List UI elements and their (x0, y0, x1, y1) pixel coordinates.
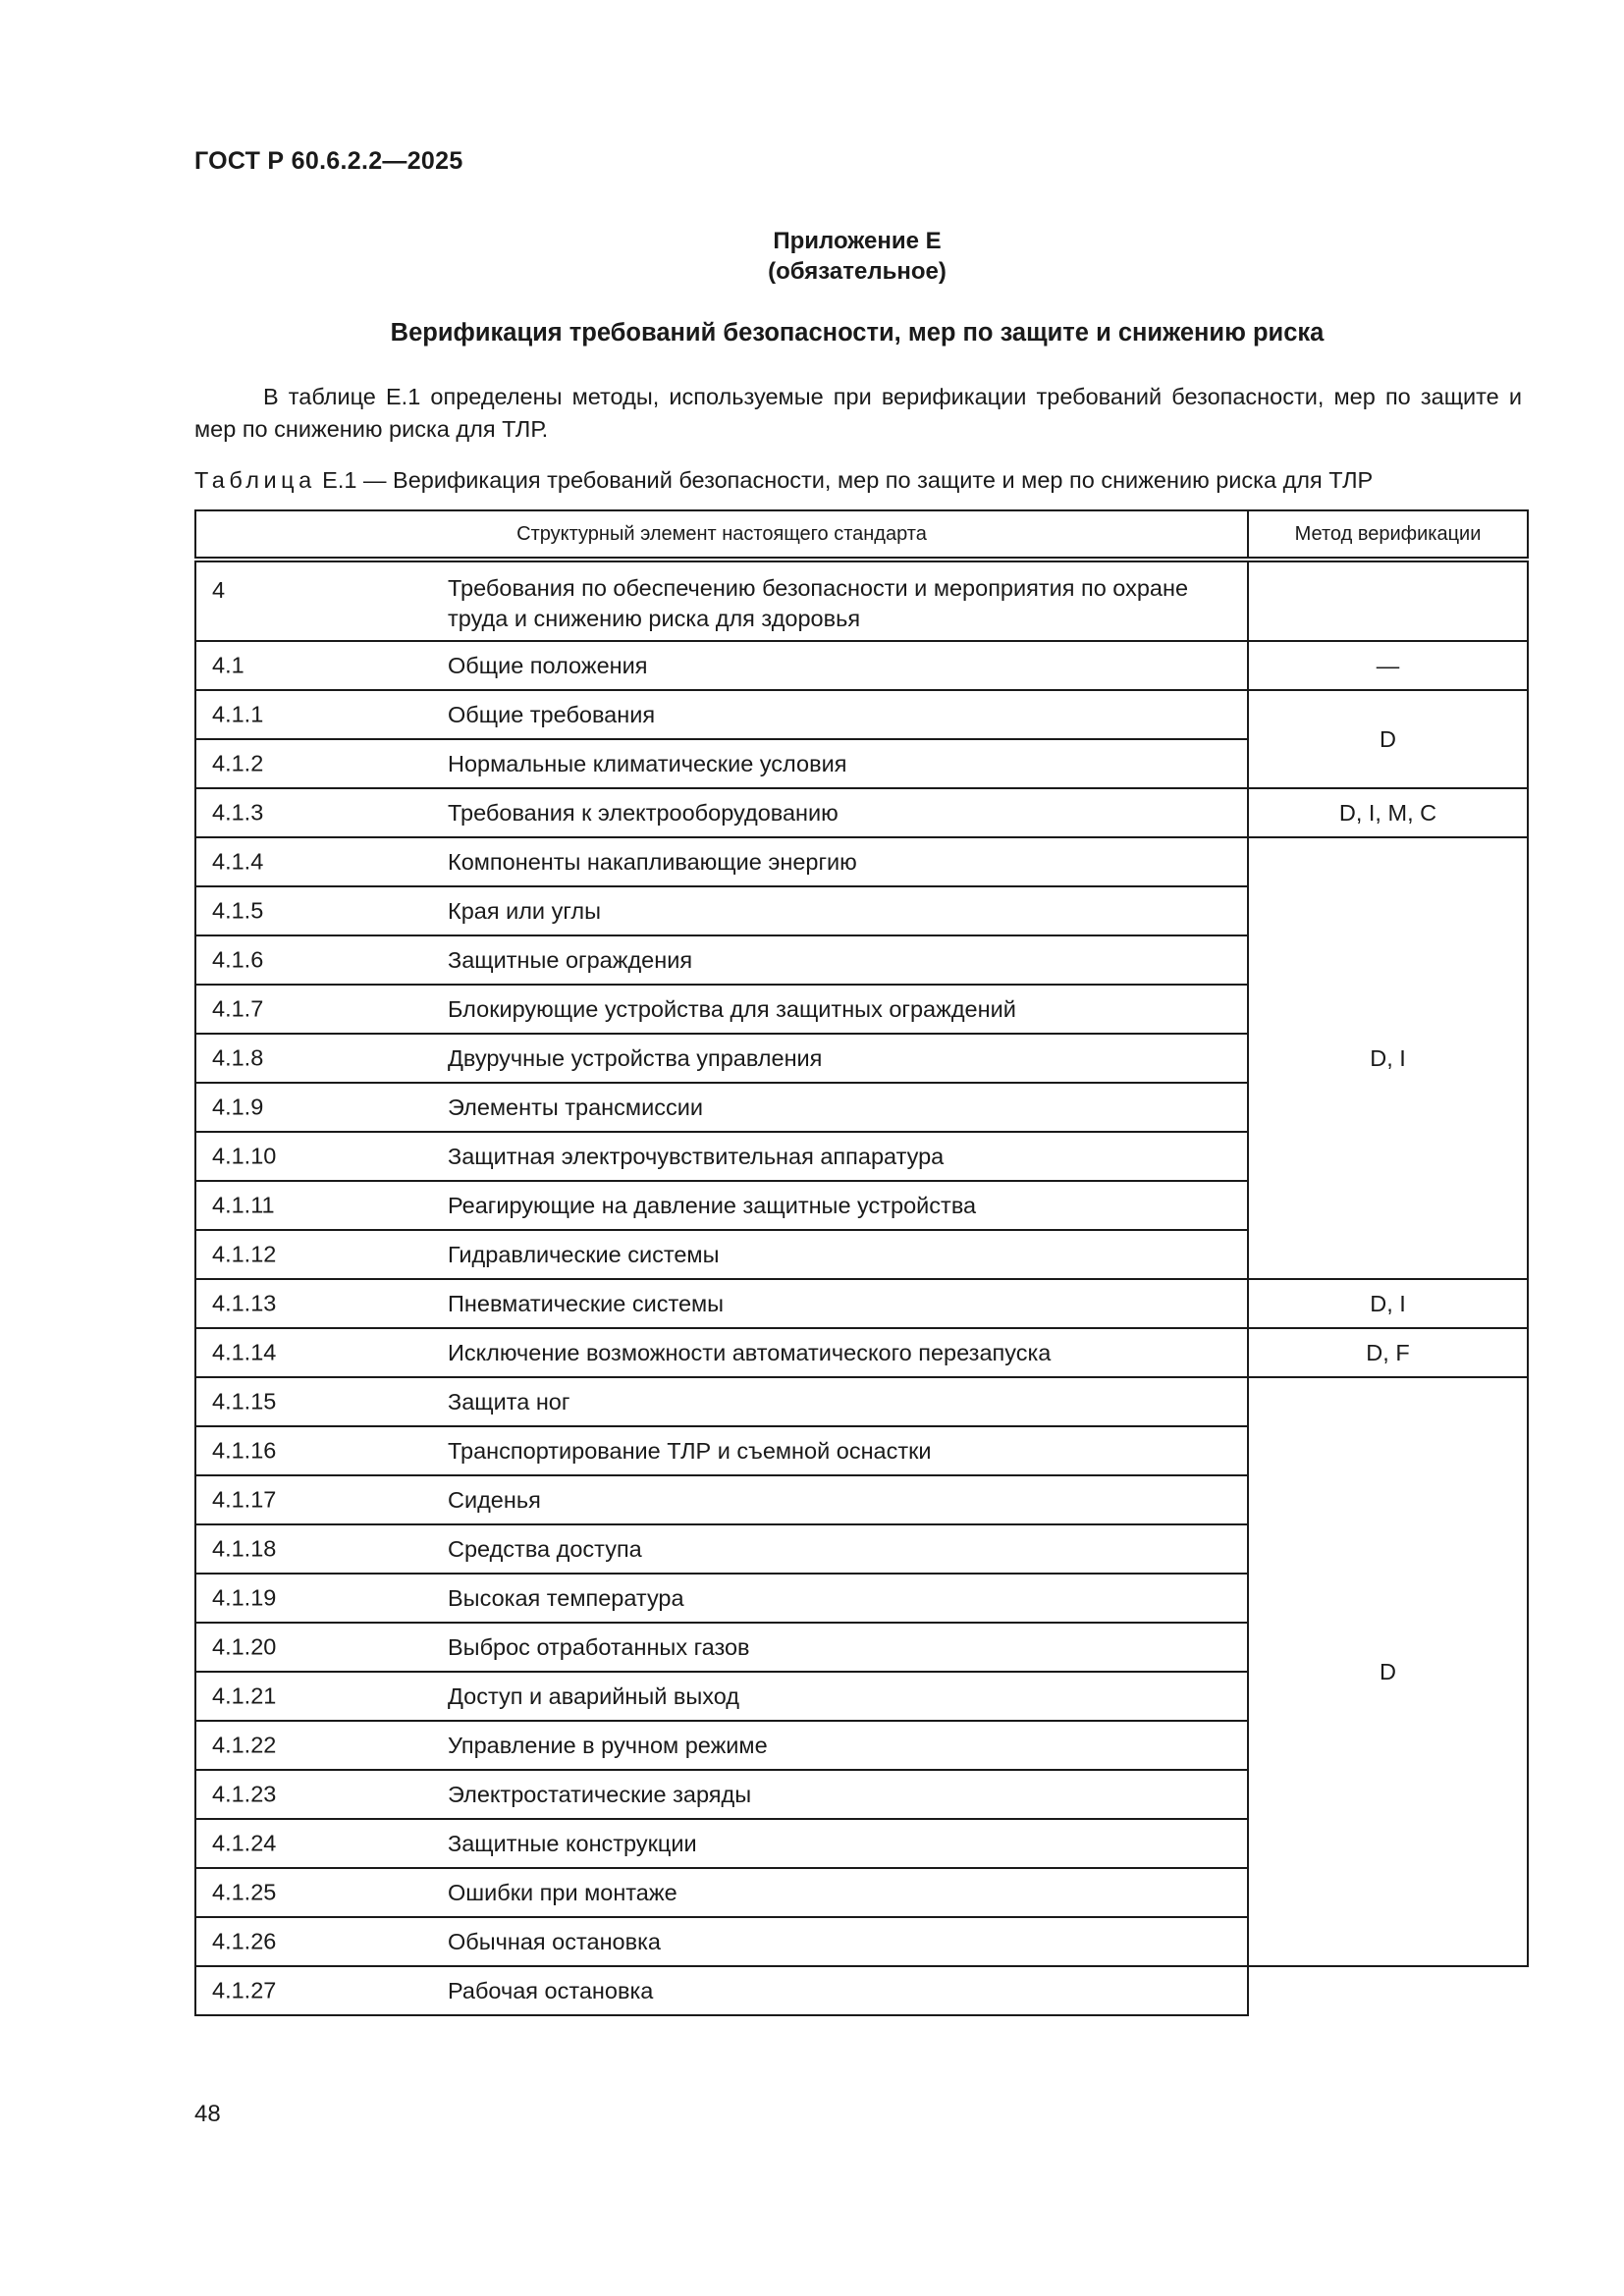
verification-method-cell: D (1248, 690, 1528, 788)
clause-title: Высокая температура (448, 1584, 684, 1611)
clause-number: 4.1.7 (212, 995, 264, 1022)
clause-title: Края или углы (448, 897, 601, 924)
clause-title: Средства доступа (448, 1535, 642, 1562)
annex-status: (обязательное) (768, 258, 947, 285)
clause-number: 4.1.24 (212, 1830, 277, 1856)
table-header-row (195, 510, 1528, 560)
clause-title: Защита ног (448, 1388, 570, 1415)
structural-element-cell (195, 1524, 1248, 1574)
verification-method-cell: — (1248, 641, 1528, 690)
structural-element-cell (195, 1132, 1248, 1181)
clause-title: Обычная остановка (448, 1928, 661, 1954)
clause-number: 4.1.4 (212, 848, 264, 875)
verification-method-cell: D, I (1248, 837, 1528, 1279)
table-row (195, 1279, 1528, 1328)
intro-paragraph: В таблице Е.1 определены методы, используемые при верификации требований безопасности, мер по защите и мер по снижению риска для ТЛР. (194, 384, 1522, 442)
clause-title: Исключение возможности автоматического перезапуска (448, 1339, 1052, 1365)
verification-method-cell: D, I, M, C (1248, 788, 1528, 837)
clause-title: Элементы трансмиссии (448, 1094, 703, 1120)
annex-title: Приложение Е (773, 228, 942, 254)
structural-element-cell (195, 1574, 1248, 1623)
document-code: ГОСТ Р 60.6.2.2—2025 (194, 147, 463, 175)
clause-number: 4.1.11 (212, 1192, 275, 1218)
clause-number: 4.1.13 (212, 1290, 277, 1316)
annex-heading (194, 226, 1520, 287)
structural-element-cell (195, 1181, 1248, 1230)
clause-number: 4 (212, 577, 226, 603)
clause-number: 4.1.26 (212, 1928, 277, 1954)
table-row (195, 690, 1528, 739)
clause-number: 4.1.10 (212, 1143, 277, 1169)
structural-element-cell (195, 1083, 1248, 1132)
clause-number: 4.1.8 (212, 1044, 264, 1071)
clause-title: Реагирующие на давление защитные устройства (448, 1192, 977, 1218)
clause-title: Рабочая остановка (448, 1977, 654, 2003)
clause-title: Гидравлические системы (448, 1241, 720, 1267)
structural-element-cell (195, 739, 1248, 788)
clause-title: Защитные ограждения (448, 946, 693, 973)
clause-number: 4.1.27 (212, 1977, 277, 2003)
clause-title: Доступ и аварийный выход (448, 1682, 740, 1709)
clause-title: Нормальные климатические условия (448, 750, 847, 776)
clause-title: Двуручные устройства управления (448, 1044, 823, 1071)
clause-number: 4.1.9 (212, 1094, 264, 1120)
structural-element-cell (195, 1770, 1248, 1819)
clause-number: 4.1.1 (212, 701, 264, 727)
verification-method-cell: D, F (1248, 1328, 1528, 1377)
table-row (195, 1377, 1528, 1426)
clause-number: 4.1.14 (212, 1339, 277, 1365)
verification-method-cell (1248, 560, 1528, 641)
structural-element-cell (195, 1328, 1248, 1377)
structural-element-cell (195, 1966, 1248, 2015)
clause-number: 4.1.6 (212, 946, 264, 973)
clause-number: 4.1 (212, 652, 244, 678)
table-row (195, 641, 1528, 690)
clause-title: Сиденья (448, 1486, 541, 1513)
structural-element-cell (195, 1672, 1248, 1721)
clause-title: Компоненты накапливающие энергию (448, 848, 857, 875)
table-row (195, 1328, 1528, 1377)
table-row (195, 788, 1528, 837)
clause-number: 4.1.22 (212, 1732, 277, 1758)
structural-element-cell (195, 837, 1248, 886)
clause-title: Защитные конструкции (448, 1830, 697, 1856)
structural-element-cell (195, 1377, 1248, 1426)
clause-number: 4.1.3 (212, 799, 264, 826)
clause-title: Блокирующие устройства для защитных ограждений (448, 995, 1016, 1022)
clause-number: 4.1.15 (212, 1388, 277, 1415)
structural-element-cell (195, 560, 1248, 641)
table-caption-text: Е.1 — Верификация требований безопасности, мер по защите и мер по снижению риска для ТЛР (315, 467, 1374, 493)
structural-element-cell (195, 690, 1248, 739)
clause-title: Выброс отработанных газов (448, 1633, 750, 1660)
clause-title: Общие требования (448, 701, 656, 727)
structural-element-cell (195, 1721, 1248, 1770)
structural-element-cell (195, 985, 1248, 1034)
structural-element-cell (195, 1819, 1248, 1868)
structural-element-cell (195, 1868, 1248, 1917)
clause-number: 4.1.19 (212, 1584, 277, 1611)
clause-number: 4.1.21 (212, 1682, 277, 1709)
structural-element-cell (195, 1034, 1248, 1083)
clause-number: 4.1.18 (212, 1535, 277, 1562)
verification-method-cell: D (1248, 1377, 1528, 1966)
clause-number: 4.1.5 (212, 897, 264, 924)
table-caption (194, 467, 1530, 494)
clause-number: 4.1.16 (212, 1437, 277, 1464)
clause-title: Общие положения (448, 652, 648, 678)
clause-title: Защитная электрочувствительная аппаратура (448, 1143, 945, 1169)
clause-title: Электростатические заряды (448, 1781, 752, 1807)
structural-element-cell (195, 1623, 1248, 1672)
table-row (195, 837, 1528, 886)
header-structural-element: Структурный элемент настоящего стандарта (195, 510, 1248, 560)
table-row (195, 560, 1528, 641)
clause-number: 4.1.17 (212, 1486, 277, 1513)
table-row (195, 1966, 1528, 2015)
clause-title: Требования по обеспечению безопасности и мероприятия по охране труда и снижению риска для здоровья (448, 575, 1189, 631)
structural-element-cell (195, 1426, 1248, 1475)
clause-number: 4.1.25 (212, 1879, 277, 1905)
clause-number: 4.1.12 (212, 1241, 277, 1267)
clause-title: Пневматические системы (448, 1290, 725, 1316)
table-caption-label: Таблица (194, 467, 316, 493)
structural-element-cell (195, 935, 1248, 985)
structural-element-cell (195, 1230, 1248, 1279)
structural-element-cell (195, 1279, 1248, 1328)
clause-number: 4.1.2 (212, 750, 264, 776)
clause-title: Управление в ручном режиме (448, 1732, 768, 1758)
verification-table (194, 509, 1529, 2016)
clause-number: 4.1.20 (212, 1633, 277, 1660)
structural-element-cell (195, 788, 1248, 837)
section-title: Верификация требований безопасности, мер по защите и снижению риска (390, 319, 1325, 347)
clause-number: 4.1.23 (212, 1781, 277, 1807)
structural-element-cell (195, 641, 1248, 690)
verification-method-cell: D, I (1248, 1279, 1528, 1328)
structural-element-cell (195, 1917, 1248, 1966)
header-verification-method: Метод верификации (1248, 510, 1528, 560)
clause-title: Требования к электрооборудованию (448, 799, 839, 826)
page-number: 48 (194, 2101, 221, 2127)
clause-title: Транспортирование ТЛР и съемной оснастки (448, 1437, 932, 1464)
structural-element-cell (195, 886, 1248, 935)
structural-element-cell (195, 1475, 1248, 1524)
clause-title: Ошибки при монтаже (448, 1879, 677, 1905)
